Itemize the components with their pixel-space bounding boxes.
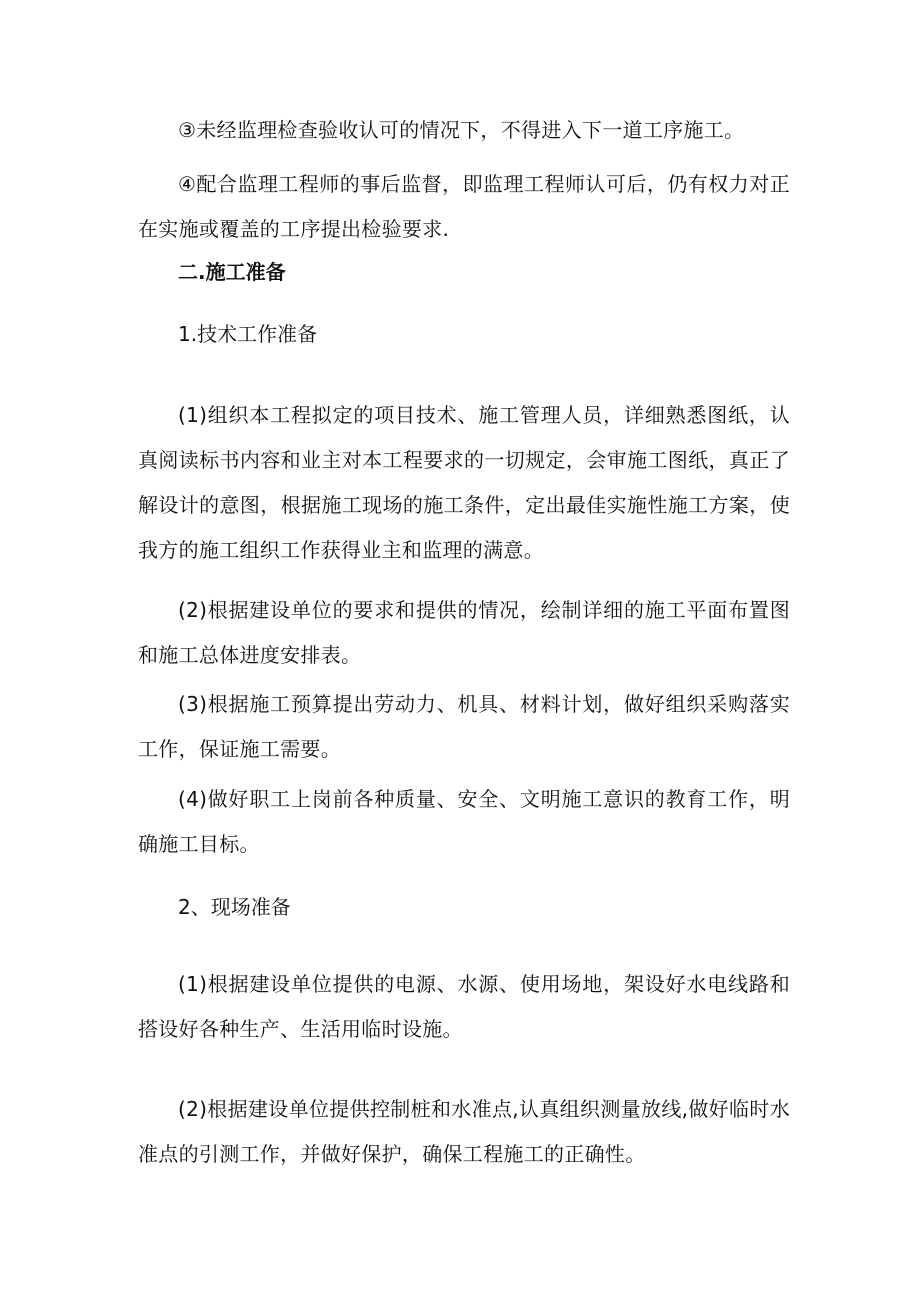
paragraph-tech-prep-2: (2)根据建设单位的要求和提供的情况，绘制详细的施工平面布置图和施工总体进度安排表。 — [138, 598, 790, 667]
paragraph-tech-prep-4: (4)做好职工上岗前各种质量、安全、文明施工意识的教育工作，明确施工目标。 — [138, 787, 790, 856]
paragraph-site-prep-2: (2)根据建设单位提供控制桩和水准点,认真组织测量放线,做好临时水准点的引测工作，并做好保护，确保工程施工的正确性。 — [138, 1097, 790, 1166]
section-heading-construction-prep: 二.施工准备 — [178, 260, 286, 284]
paragraph-tech-prep-3: (3)根据施工预算提出劳动力、机具、材料计划，做好组织采购落实工作，保证施工需要。 — [138, 692, 790, 761]
paragraph-site-prep-1: (1)根据建设单位提供的电源、水源、使用场地，架设好水电线路和搭设好各种生产、生活用临时设施。 — [138, 972, 790, 1041]
subheading-technical-prep: 1.技术工作准备 — [178, 322, 318, 346]
paragraph-tech-prep-1: (1)组织本工程拟定的项目技术、施工管理人员，详细熟悉图纸，认真阅读标书内容和业主对本工程要求的一切规定，会审施工图纸，真正了解设计的意图，根据施工现场的施工条件，定出最佳实施性施工方案，使我方的施工组织工作获得业主和监理的满意。 — [138, 403, 790, 562]
paragraph-supervision-inspection: ③未经监理检查验收认可的情况下，不得进入下一道工序施工。 — [178, 118, 745, 142]
subheading-site-prep: 2、现场准备 — [178, 895, 291, 919]
paragraph-supervision-followup: ④配合监理工程师的事后监督，即监理工程师认可后，仍有权力对正在实施或覆盖的工序提出检验要求. — [138, 172, 790, 241]
